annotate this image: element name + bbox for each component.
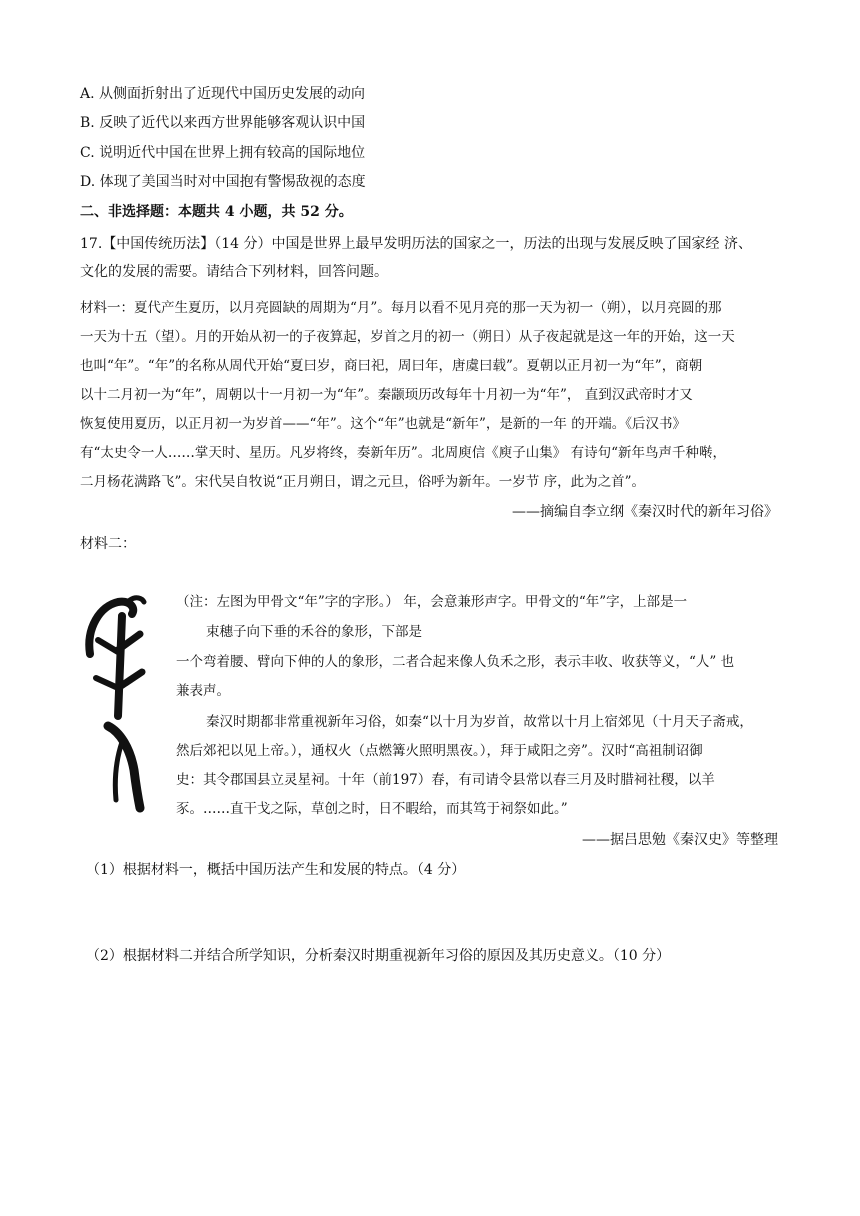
option-a: A. 从侧面折射出了近现代中国历史发展的动向	[80, 86, 366, 102]
material2-line: 然后郊祀以见上帝。），通权火（点燃篝火照明黑夜。），拜于咸阳之旁”。汉时“高祖制诏御	[176, 743, 703, 759]
material2-line: 豕。……直干戈之际，草创之时，日不暇给，而其笃于祠祭如此。”	[176, 801, 568, 817]
material2-line: 兼表声。	[176, 683, 230, 699]
material1-line: 有“太史令一人……掌天时、星历。凡岁将终，奏新年历”。北周庾信《庾子山集》 有诗句“新年鸟声千种啭，	[80, 445, 726, 461]
material2-line: 史：其令郡国县立灵星祠。十年（前197）春，有司请令县常以春三月及时腊祠社稷，以羊	[176, 772, 715, 788]
option-d: D. 体现了美国当时对中国抱有警惕敌视的态度	[80, 174, 366, 190]
option-b: B. 反映了近代以来西方世界能够客观认识中国	[80, 115, 366, 131]
q17-stem-line1: 17.【中国传统历法】（14 分）中国是世界上最早发明历法的国家之一，历法的出现与发展反映了国家经 济、	[80, 236, 752, 252]
material2-source: ——据吕思勉《秦汉史》等整理	[582, 832, 778, 848]
material2-label: 材料二：	[80, 536, 136, 552]
material2-line: 秦汉时期都非常重视新年习俗，如秦“以十月为岁首，故常以十月上宿郊见（十月天子斋戒，	[206, 714, 753, 730]
question-1: （1）根据材料一，概括中国历法产生和发展的特点。（4 分）	[86, 862, 466, 878]
question-2: （2）根据材料二并结合所学知识，分析秦汉时期重视新年习俗的原因及其历史意义。（10 分）	[86, 948, 671, 964]
section-title: 二、非选择题：本题共 4 小题，共 52 分。	[80, 204, 353, 220]
oracle-bone-nian-glyph-icon	[78, 592, 156, 824]
material1-source: ——摘编自李立纲《秦汉时代的新年习俗》	[512, 504, 778, 520]
material1-line: 恢复使用夏历，以正月初一为岁首——“年”。这个“年”也就是“新年”，是新的一年 的开端。《后汉书》	[80, 416, 686, 432]
material2-line: 一个弯着腰、臂向下伸的人的象形，二者合起来像人负禾之形，表示丰收、收获等义，“人” 也	[176, 654, 735, 670]
q17-stem-line2: 文化的发展的需要。请结合下列材料，回答问题。	[80, 264, 388, 280]
material1-line: 也叫“年”。“年”的名称从周代开始“夏曰岁，商曰祀，周曰年，唐虞曰载”。夏朝以正月初一为“年”，商朝	[80, 358, 703, 374]
option-c: C. 说明近代中国在世界上拥有较高的国际地位	[80, 145, 366, 161]
material1-line: 以十二月初一为“年”，周朝以十一月初一为“年”。秦颛顼历改每年十月初一为“年”， 直到汉武帝时才又	[80, 387, 693, 403]
material1-line: 二月杨花满路飞”。宋代吴自牧说“正月朔日，谓之元旦，俗呼为新年。一岁节 序，此为之首”。	[80, 474, 645, 490]
material1-line: 材料一：夏代产生夏历，以月亮圆缺的周期为“月”。每月以看不见月亮的那一天为初一（朔），以月亮圆的那	[80, 300, 722, 316]
material2-line: 束穗子向下垂的禾谷的象形，下部是	[206, 624, 422, 640]
material2-line: （注：左图为甲骨文“年”字的字形。） 年，会意兼形声字。甲骨文的“年”字，上部是一	[176, 594, 688, 610]
material1-line: 一天为十五（望）。月的开始从初一的子夜算起，岁首之月的初一（朔日）从子夜起就是这一年的开始，这一天	[80, 329, 735, 345]
